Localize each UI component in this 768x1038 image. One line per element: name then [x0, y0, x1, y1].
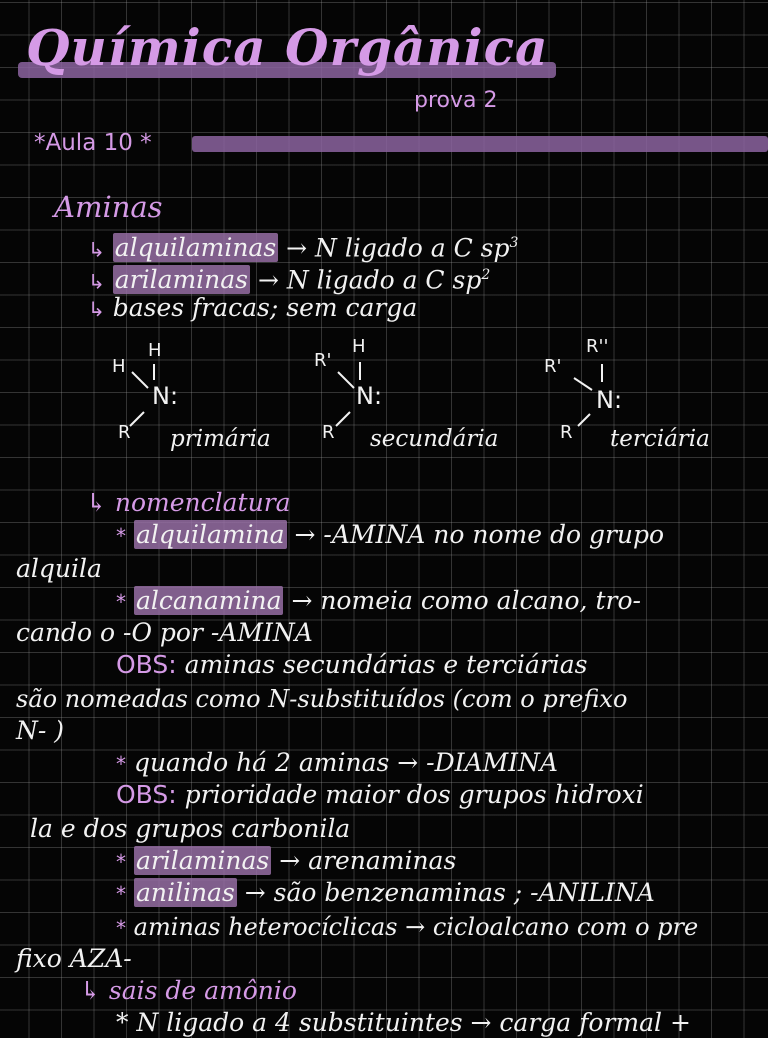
superscript: 3 — [509, 235, 519, 251]
section-heading: Aminas — [54, 190, 163, 224]
item-text: → N ligado a C sp — [286, 233, 510, 263]
note-text: → arenaminas — [279, 846, 457, 875]
note-text: → -AMINA no nome do grupo — [294, 520, 665, 549]
list-item — [88, 293, 417, 324]
item-text: bases fracas; sem carga — [112, 293, 418, 322]
obs-label: OBS: — [116, 780, 177, 809]
obs-line — [116, 650, 588, 680]
arrow-icon: ↳ — [88, 297, 105, 321]
lesson-label: *Aula 10 * — [34, 130, 152, 156]
page-subtitle: prova 2 — [414, 88, 498, 113]
term-highlight: arilaminas — [114, 265, 249, 295]
star-icon: * — [116, 590, 126, 614]
term-highlight: alquilaminas — [114, 233, 277, 263]
structure-name: terciária — [610, 426, 710, 452]
star-icon: * — [116, 916, 126, 940]
atom-label: H — [148, 340, 162, 361]
note-line — [116, 878, 655, 909]
nitrogen-label: N: — [596, 386, 623, 414]
note-line — [116, 586, 641, 617]
note-line: são nomeadas como N-substituídos (com o prefixo — [16, 685, 628, 713]
note-line: cando o -O por -AMINA — [16, 618, 313, 647]
note-line — [116, 912, 698, 943]
term-highlight: alquilamina — [135, 520, 285, 549]
note-text: quando há 2 aminas → -DIAMINA — [133, 748, 558, 777]
nitrogen-label: N: — [152, 382, 179, 410]
obs-line — [116, 780, 644, 810]
star-icon: * — [116, 524, 126, 548]
star-icon: * — [116, 752, 126, 776]
bond-lines — [110, 350, 180, 440]
superscript: 2 — [481, 267, 491, 283]
note-line: * N ligado a 4 substituintes → carga formal + — [116, 1008, 691, 1037]
list-item — [88, 260, 490, 296]
sais-heading: ↳ sais de amônio — [80, 976, 297, 1005]
list-item — [88, 228, 518, 264]
atom-label: H — [112, 356, 126, 377]
arrow-icon: ↳ — [88, 237, 105, 262]
page-title: Química Orgânica — [26, 18, 549, 77]
obs-text: prioridade maior dos grupos hidroxi — [184, 780, 644, 809]
star-icon: * — [116, 882, 126, 906]
note-line — [116, 520, 664, 551]
note-line: alquila — [16, 554, 102, 583]
atom-label: R — [560, 422, 573, 443]
note-text: → nomeia como alcano, tro- — [291, 586, 641, 615]
obs-text: aminas secundárias e terciárias — [184, 650, 588, 679]
atom-label: R — [118, 422, 131, 443]
term-highlight: alcanamina — [135, 586, 282, 615]
obs-label: OBS: — [116, 650, 177, 679]
star-icon: * — [116, 850, 126, 874]
arrow-icon: ↳ — [88, 269, 105, 294]
atom-label: R' — [544, 356, 562, 377]
note-line: N- ) — [16, 716, 65, 745]
atom-label: R — [322, 422, 335, 443]
item-text: → N ligado a C sp — [257, 265, 482, 295]
structure-name: primária — [170, 426, 271, 452]
note-text: → são benzenaminas ; -ANILINA — [244, 878, 655, 907]
lesson-divider — [192, 136, 768, 152]
note-line: la e dos grupos carbonila — [30, 814, 351, 843]
term-highlight: anilinas — [135, 878, 235, 907]
note-line — [116, 748, 558, 779]
bond-lines — [314, 350, 384, 440]
nitrogen-label: N: — [356, 382, 383, 410]
note-line — [116, 846, 456, 877]
atom-label: H — [352, 336, 366, 357]
atom-label: R' — [314, 350, 332, 371]
bond-lines — [556, 350, 626, 440]
term-highlight: arilaminas — [135, 846, 270, 875]
nomenclature-heading: ↳ nomenclatura — [86, 488, 291, 517]
note-line: fixo AZA- — [16, 944, 132, 973]
note-text: aminas heterocíclicas → cicloalcano com o pre — [133, 913, 699, 941]
atom-label: R'' — [586, 336, 609, 357]
structure-name: secundária — [370, 426, 499, 452]
